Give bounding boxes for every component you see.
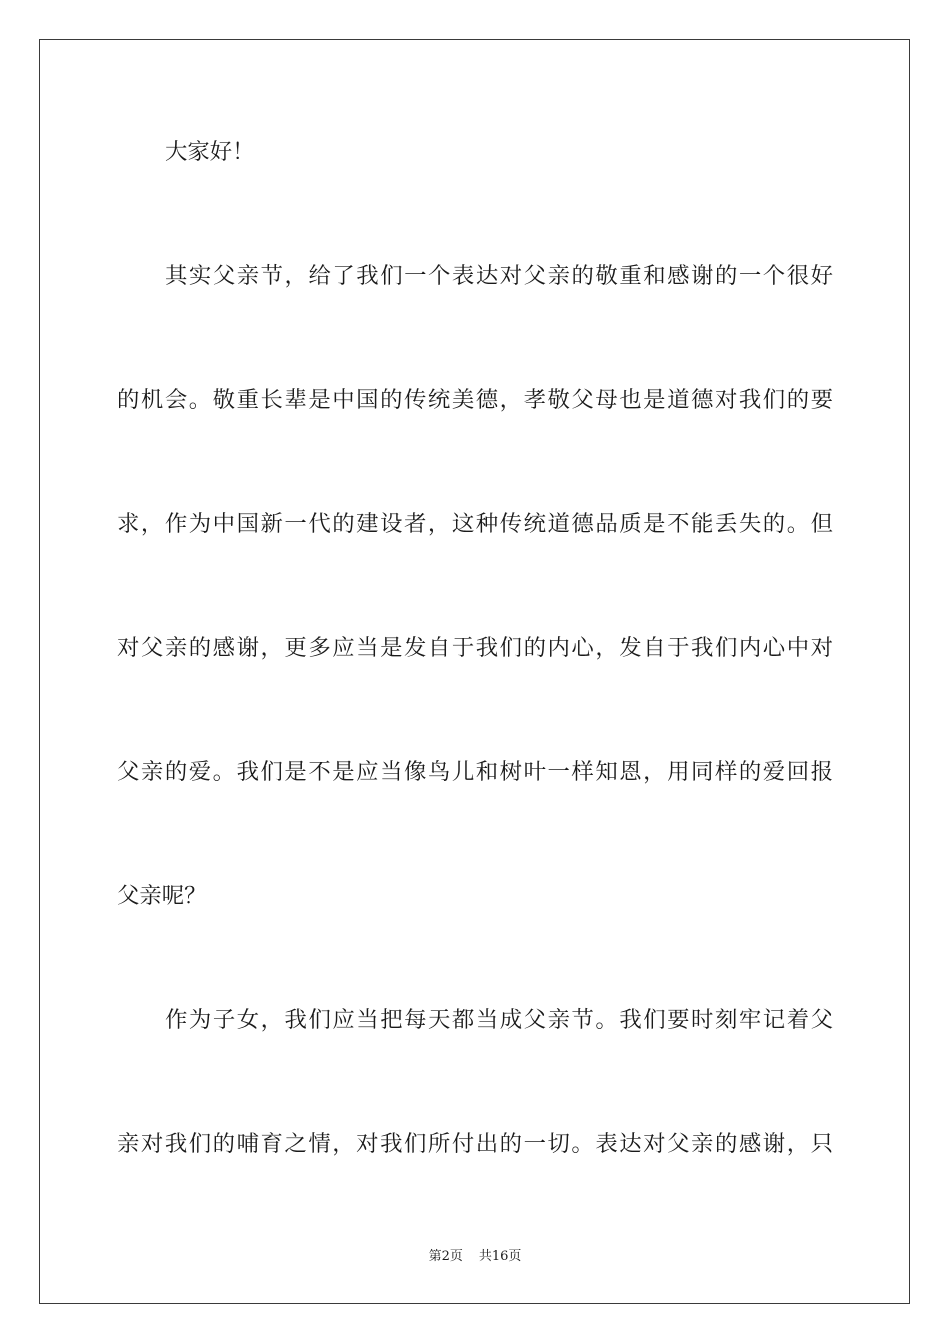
page-total: 共16页 <box>478 1249 522 1264</box>
greeting-line: 大家好！ <box>165 139 255 165</box>
paragraph-1-line-3: 求，作为中国新一代的建设者，这种传统道德品质是不能丢失的。但 <box>117 511 833 537</box>
paragraph-1-line-5: 父亲的爱。我们是不是应当像鸟儿和树叶一样知恩，用同样的爱回报 <box>117 759 833 785</box>
paragraph-2-line-2: 亲对我们的哺育之情，对我们所付出的一切。表达对父亲的感谢，只 <box>117 1131 833 1157</box>
page-border <box>39 39 910 1304</box>
paragraph-1-line-1: 其实父亲节，给了我们一个表达对父亲的敬重和感谢的一个很好 <box>165 263 833 289</box>
page-number: 第2页 <box>428 1249 463 1264</box>
page-footer <box>0 1248 950 1266</box>
paragraph-2-line-1: 作为子女，我们应当把每天都当成父亲节。我们要时刻牢记着父 <box>165 1007 833 1033</box>
paragraph-1-line-2: 的机会。敬重长辈是中国的传统美德，孝敬父母也是道德对我们的要 <box>117 387 833 413</box>
paragraph-1-line-4: 对父亲的感谢，更多应当是发自于我们的内心，发自于我们内心中对 <box>117 635 833 661</box>
paragraph-1-line-6: 父亲呢？ <box>117 883 207 909</box>
